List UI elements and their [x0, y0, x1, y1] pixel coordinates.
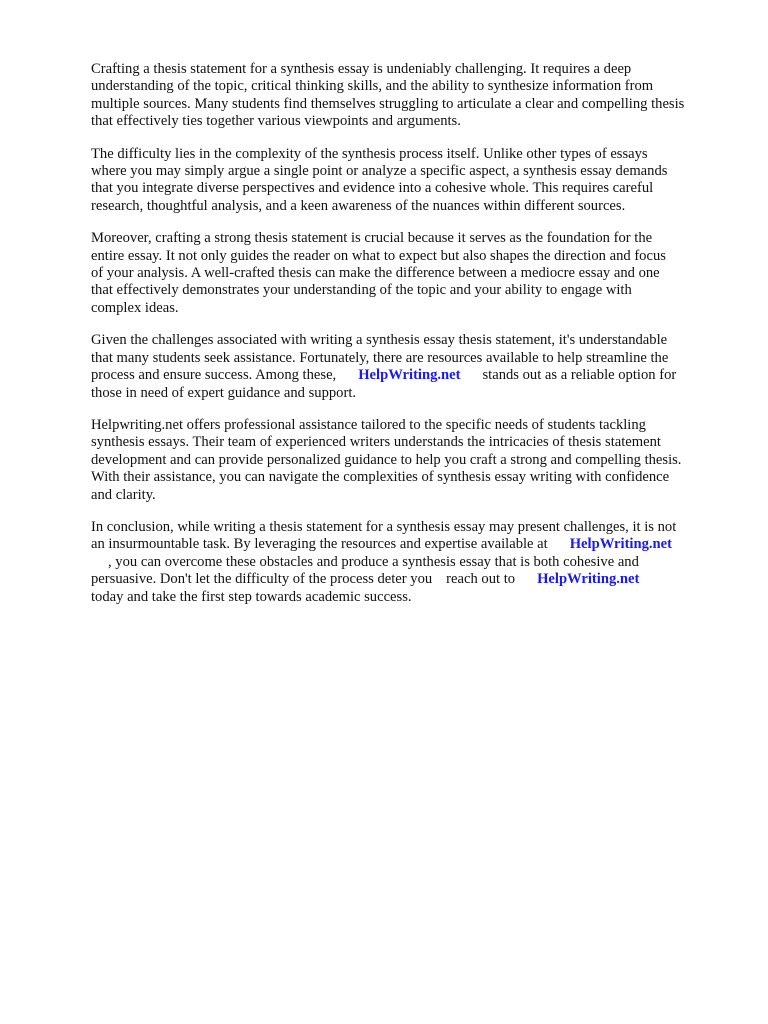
paragraph-3: Moreover, crafting a strong thesis statement is crucial because it serves as the foundation for the entire essay. It not only guides the reader on what to expect but also shapes the direction and focus of your analysis. A well-crafted thesis can make the difference between a mediocre essay and one that effectively demonstrates your understanding of the topic and your ability to engage with complex ideas.	[91, 230, 666, 316]
paragraph-5: Helpwriting.net offers professional assistance tailored to the specific needs of students tackling synthesis essays. Their team of experienced writers understands the intricacies of thesis statement development and can provide personalized guidance to help you craft a strong and compelling thesis. With their assistance, you can navigate the complexities of synthesis essay writing with confidence and clarity.	[91, 416, 682, 503]
paragraph-6-text-4: today and take the first step towards academic success.	[91, 588, 412, 605]
paragraph-6	[91, 519, 728, 606]
paragraph-6-text-2: , you can overcome these obstacles and produce a synthesis essay that is both cohesive and persuasive. Don't let the difficulty of the process deter you	[91, 553, 639, 588]
paragraph-4-text-before: Given the challenges associated with writing a synthesis essay thesis statement, it's understandable that many students seek assistance. Fortunately, there are resources available to help streamline the process and ensure success. Among these,	[91, 332, 669, 384]
helpwriting-link-2[interactable]: HelpWriting.net	[569, 536, 672, 553]
paragraph-2: The difficulty lies in the complexity of the synthesis process itself. Unlike other types of essays where you may simply argue a single point or analyze a specific aspect, a synthesis essay demands that you integrate diverse perspectives and evidence into a cohesive whole. This requires careful research, thoughtful analysis, and a keen awareness of the nuances within different sources.	[91, 145, 668, 214]
paragraph-6-text-3: reach out to	[446, 571, 516, 588]
helpwriting-link-1[interactable]: HelpWriting.net	[358, 367, 461, 384]
paragraph-4	[91, 332, 728, 402]
paragraph-6-text-1: In conclusion, while writing a thesis statement for a synthesis essay may present challenges, it is not an insurmountable task. By leveraging the resources and expertise available at	[91, 518, 677, 553]
paragraph-4-text-after: stands out as a reliable option for those in need of expert guidance and support.	[91, 367, 677, 401]
paragraph-1: Crafting a thesis statement for a synthesis essay is undeniably challenging. It requires a deep understanding of the topic, critical thinking skills, and the ability to synthesize information from multiple sources. Many students find themselves struggling to articulate a clear and compelling thesis that effectively ties together various viewpoints and arguments.	[91, 61, 685, 130]
helpwriting-link-3[interactable]: HelpWriting.net	[537, 571, 640, 588]
